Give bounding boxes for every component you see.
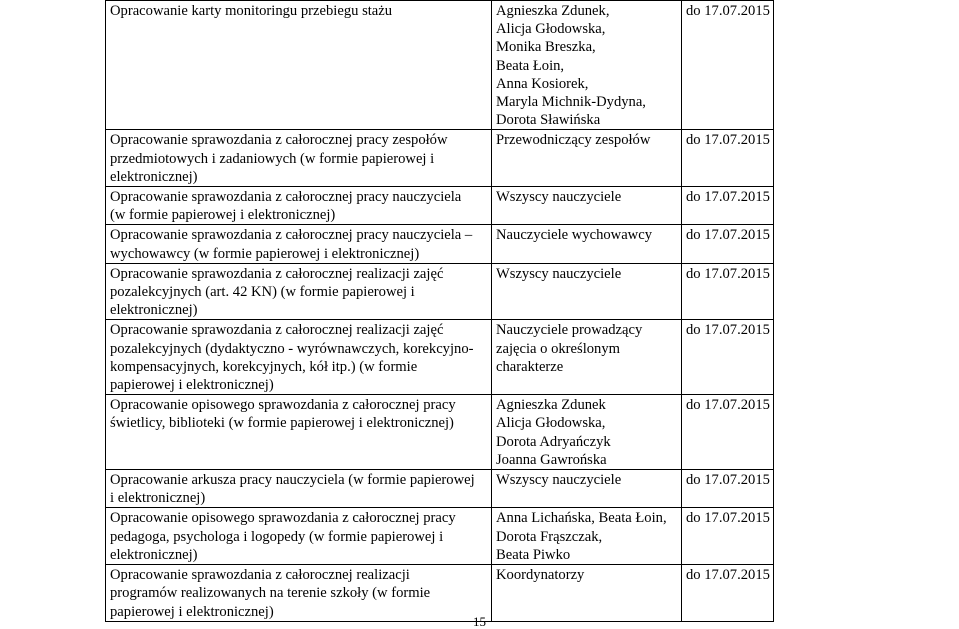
responsible-cell [492,470,682,508]
task-cell-line: świetlicy, biblioteki (w formie papierowej i elektronicznej) [110,415,454,432]
schedule-table [105,0,774,622]
task-cell-line: wychowawcy (w formie papierowej i elektronicznej) [110,245,420,262]
table-body [106,1,774,622]
task-cell-line: elektronicznej) [110,546,198,563]
task-cell [106,508,492,565]
deadline-cell: do 17.07.2015 [682,470,774,508]
responsible-cell-line: Nauczyciele prowadzący [496,322,643,339]
responsible-cell [492,130,682,187]
task-cell [106,395,492,470]
responsible-cell-line: Agnieszka Zdunek, [496,3,610,19]
task-cell-line: Opracowanie opisowego sprawozdania z całorocznej pracy [110,397,456,414]
table-row [106,508,774,565]
task-cell-line: Opracowanie karty monitoringu przebiegu stażu [110,3,393,19]
task-cell [106,187,492,225]
task-cell-line: papierowej i elektronicznej) [110,603,274,620]
deadline-cell: do 17.07.2015 [682,395,774,470]
task-cell-line: Opracowanie sprawozdania z całorocznej realizacji zajęć [110,322,444,339]
task-cell-line: przedmiotowych i zadaniowych (w formie papierowej i [110,150,435,167]
deadline-cell: do 17.07.2015 [682,263,774,320]
deadline-cell: do 17.07.2015 [682,187,774,225]
responsible-cell-line: Beata Łoin, [496,57,565,74]
responsible-cell [492,395,682,470]
task-cell [106,1,492,130]
task-cell [106,565,492,622]
table-row [106,130,774,187]
responsible-cell-line: Wszyscy nauczyciele [496,265,622,282]
table-row [106,320,774,395]
deadline-cell: do 17.07.2015 [682,225,774,263]
responsible-cell [492,565,682,622]
task-cell [106,470,492,508]
responsible-cell-line: Alicja Głodowska, [496,21,606,38]
table-row [106,395,774,470]
task-cell-line: i elektronicznej) [110,490,206,507]
task-cell-line: Opracowanie sprawozdania z całorocznej realizacji zajęć [110,265,444,282]
responsible-cell-line: Anna Lichańska, Beata Łoin, [496,510,667,527]
task-cell-line: kompensacyjnych, korekcyjnych, kół itp.) (w formie [110,358,418,375]
task-cell-line: papierowej i elektronicznej) [110,377,274,394]
task-cell [106,263,492,320]
responsible-cell-line: Wszyscy nauczyciele [496,189,622,206]
responsible-cell [492,225,682,263]
responsible-cell-line: Wszyscy nauczyciele [496,472,622,489]
task-cell [106,320,492,395]
responsible-cell-line: Koordynatorzy [496,567,585,584]
responsible-cell [492,320,682,395]
responsible-cell-line: Przewodniczący zespołów [496,132,651,149]
table-row [106,225,774,263]
responsible-cell-line: Joanna Gawrońska [496,451,607,468]
responsible-cell-line: Dorota Sławińska [496,112,601,129]
task-cell-line: elektronicznej) [110,168,198,185]
task-cell-line: Opracowanie sprawozdania z całorocznej pracy nauczyciela [110,189,462,206]
table-row [106,187,774,225]
task-cell-line: pedagoga, psychologa i logopedy (w formie papierowej i [110,528,444,545]
deadline-cell: do 17.07.2015 [682,1,774,130]
task-cell-line: pozalekcyjnych (art. 42 KN) (w formie papierowej i [110,284,415,301]
table-row [106,565,774,622]
table-row [106,470,774,508]
table-row [106,1,774,130]
responsible-cell-line: Dorota Frąszczak, [496,528,603,545]
task-cell-line: (w formie papierowej i elektronicznej) [110,207,336,224]
task-cell-line: pozalekcyjnych (dydaktyczno - wyrównawczych, korekcyjno- [110,340,474,357]
responsible-cell [492,187,682,225]
responsible-cell [492,1,682,130]
deadline-cell: do 17.07.2015 [682,565,774,622]
page-number: 15 [473,614,486,629]
deadline-cell: do 17.07.2015 [682,508,774,565]
task-cell-line: Opracowanie sprawozdania z całorocznej realizacji [110,567,410,584]
responsible-cell-line: Anna Kosiorek, [496,75,589,92]
responsible-cell [492,508,682,565]
task-cell [106,225,492,263]
task-cell-line: Opracowanie sprawozdania z całorocznej pracy zespołów [110,132,448,149]
task-cell-line: elektronicznej) [110,302,198,319]
responsible-cell-line: Beata Piwko [496,546,571,563]
responsible-cell-line: charakterze [496,358,564,375]
responsible-cell-line: Nauczyciele wychowawcy [496,227,652,244]
responsible-cell-line: Maryla Michnik-Dydyna, [496,94,646,111]
table-row [106,263,774,320]
responsible-cell-line: Agnieszka Zdunek [496,397,606,414]
task-cell-line: Opracowanie sprawozdania z całorocznej pracy nauczyciela – [110,227,473,244]
task-cell [106,130,492,187]
responsible-cell [492,263,682,320]
deadline-cell: do 17.07.2015 [682,320,774,395]
task-cell-line: Opracowanie arkusza pracy nauczyciela (w formie papierowej [110,472,475,489]
task-cell-line: programów realizowanych na terenie szkoły (w formie [110,585,431,602]
responsible-cell-line: Alicja Głodowska, [496,415,606,432]
responsible-cell-line: zajęcia o określonym [496,340,620,357]
responsible-cell-line: Monika Breszka, [496,39,596,56]
deadline-cell: do 17.07.2015 [682,130,774,187]
task-cell-line: Opracowanie opisowego sprawozdania z całorocznej pracy [110,510,456,527]
responsible-cell-line: Dorota Adryańczyk [496,433,611,450]
